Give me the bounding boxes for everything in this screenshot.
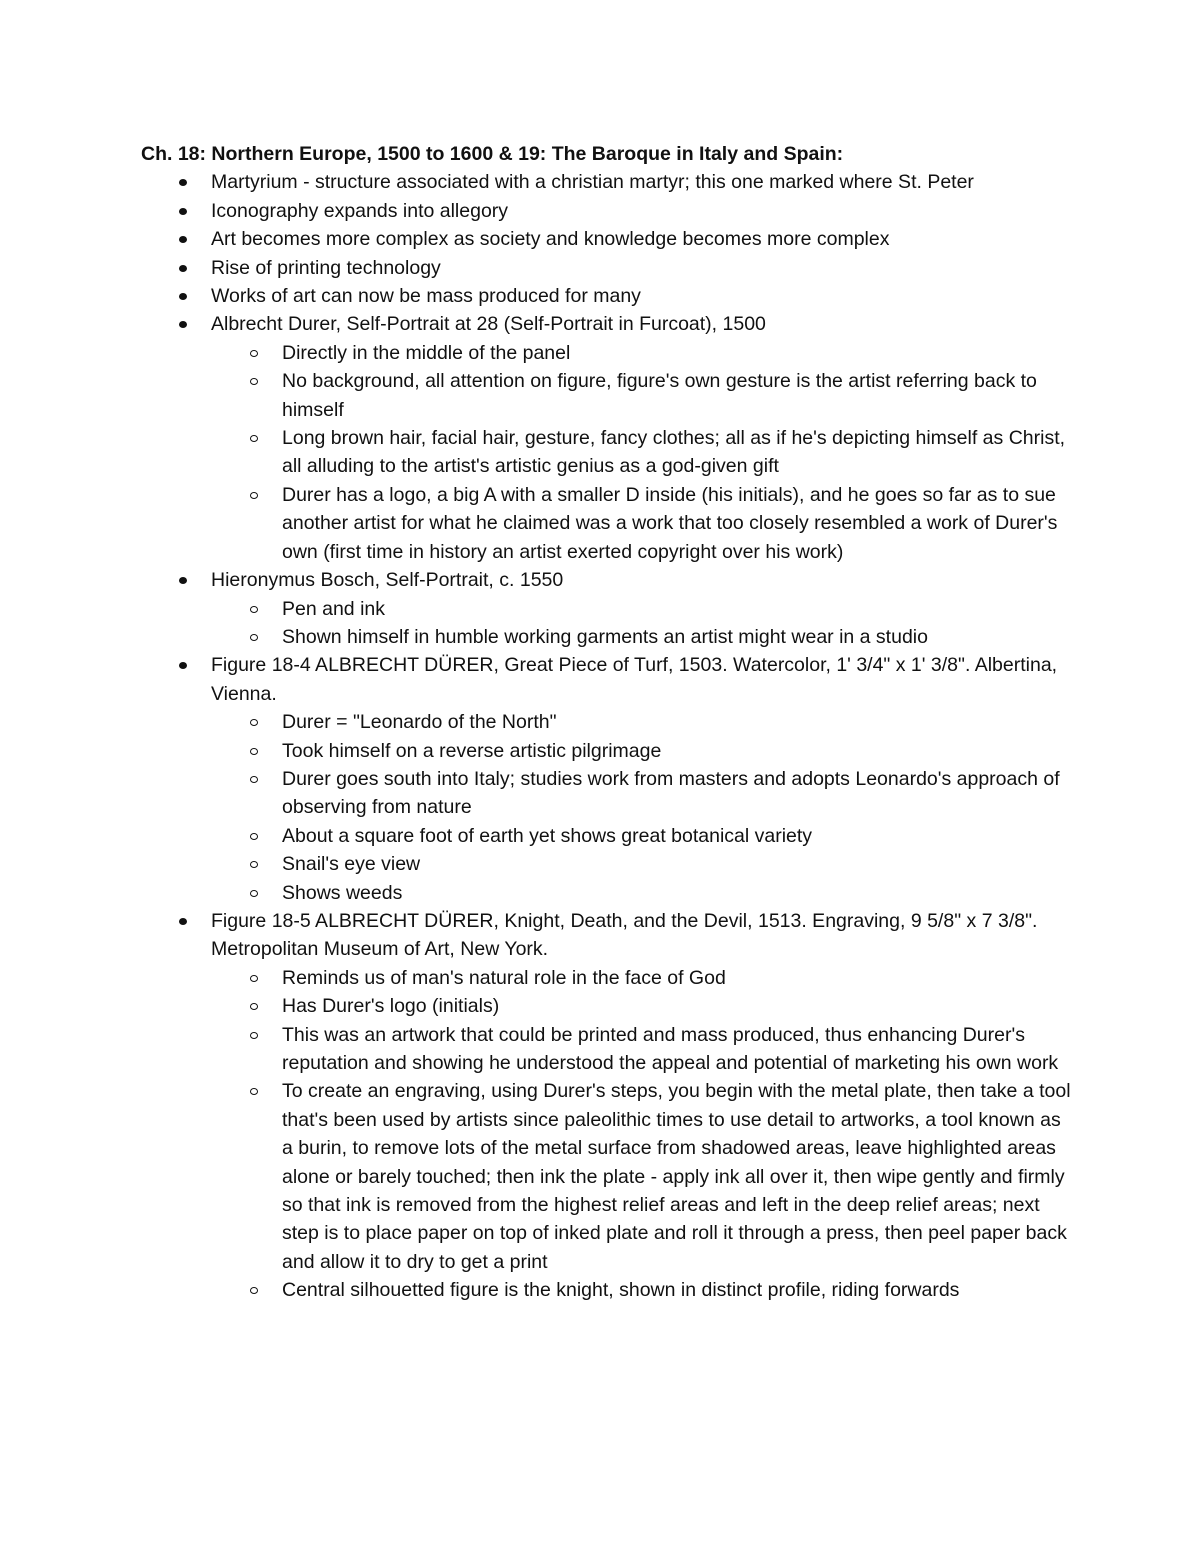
hollow-bullet-icon [250, 492, 258, 499]
sub-list-item [141, 879, 1071, 907]
bullet-icon [179, 179, 187, 186]
hollow-bullet-icon [250, 833, 258, 840]
hollow-bullet-icon [250, 776, 258, 783]
sub-list-item [141, 623, 1071, 651]
sub-list-item [141, 1021, 1071, 1078]
sub-list-item [141, 1077, 1071, 1276]
sub-list [211, 964, 1071, 1305]
hollow-bullet-icon [250, 378, 258, 385]
list-item-text: Figure 18-4 ALBRECHT DÜRER, Great Piece of Turf, 1503. Watercolor, 1' 3/4" x 1' 3/8". Albertina, Vienna. [211, 654, 1058, 705]
hollow-bullet-icon [250, 748, 258, 755]
sub-list-item-text: Took himself on a reverse artistic pilgrimage [282, 739, 662, 762]
sub-list-item [141, 1276, 1071, 1304]
sub-list-item-text: Durer goes south into Italy; studies work from masters and adopts Leonardo's approach of observing from nature [282, 767, 1060, 819]
list-item [141, 254, 1071, 282]
hollow-bullet-icon [250, 435, 258, 442]
sub-list-item [141, 822, 1071, 850]
sub-list-item [141, 737, 1071, 765]
hollow-bullet-icon [250, 350, 258, 357]
list-item-text: Albrecht Durer, Self-Portrait at 28 (Self-Portrait in Furcoat), 1500 [211, 313, 766, 336]
sub-list-item-text: Snail's eye view [282, 853, 421, 876]
document-page [141, 140, 1071, 1305]
sub-list [211, 595, 1071, 652]
list-item-text: Iconography expands into allegory [211, 199, 509, 222]
sub-list-item-text: Shows weeds [282, 881, 403, 904]
hollow-bullet-icon [250, 861, 258, 868]
sub-list-item [141, 339, 1071, 367]
hollow-bullet-icon [250, 1032, 258, 1039]
list-item-text: Art becomes more complex as society and knowledge becomes more complex [211, 228, 890, 251]
sub-list-item-text: No background, all attention on figure, figure's own gesture is the artist referring back to himself [282, 370, 1037, 421]
hollow-bullet-icon [250, 975, 258, 982]
hollow-bullet-icon [250, 606, 258, 613]
sub-list-item-text: Durer = "Leonardo of the North" [282, 711, 557, 734]
sub-list-item [141, 992, 1071, 1020]
list-item [141, 225, 1071, 253]
bullet-icon [179, 265, 187, 272]
bullet-icon [179, 577, 187, 584]
page-heading: Ch. 18: Northern Europe, 1500 to 1600 & 19: The Baroque in Italy and Spain: [141, 143, 844, 165]
sub-list-item [141, 850, 1071, 878]
sub-list-item-text: Has Durer's logo (initials) [282, 995, 500, 1018]
hollow-bullet-icon [250, 634, 258, 641]
list-item [141, 168, 1071, 196]
sub-list-item [141, 708, 1071, 736]
hollow-bullet-icon [250, 1287, 258, 1294]
sub-list-item [141, 481, 1071, 566]
hollow-bullet-icon [250, 1003, 258, 1010]
list-item [141, 907, 1071, 1305]
sub-list-item-text: Long brown hair, facial hair, gesture, fancy clothes; all as if he's depicting himself as Christ, all alluding to the artist's artistic genius as a god-given gift [282, 427, 1066, 478]
sub-list-item-text: About a square foot of earth yet shows great botanical variety [282, 824, 813, 847]
list-item-text: Rise of printing technology [211, 256, 441, 279]
sub-list-item [141, 424, 1071, 481]
sub-list-item-text: Durer has a logo, a big A with a smaller D inside (his initials), and he goes so far as to sue another artist for what he claimed was a work that too closely resembled a work of Durer's own (first time in history an artist exerted copyright over his work) [282, 483, 1058, 563]
sub-list-item [141, 595, 1071, 623]
sub-list-item-text: To create an engraving, using Durer's steps, you begin with the metal plate, then take a tool that's been used by artists since paleolithic times to use detail to artworks, a tool known as a burin, to remove lots of the metal surface from shadowed areas, leave highlighted areas alone or barely touched; then ink the plate - apply ink all over it, then wipe gently and firmly so that ink is removed from the highest relief areas and left in the deep relief areas; next step is to place paper on top of inked plate and roll it through a press, then peel paper back and allow it to dry to get a print [282, 1080, 1071, 1273]
sub-list-item [141, 964, 1071, 992]
sub-list-item-text: Directly in the middle of the panel [282, 341, 571, 364]
list-item-text: Martyrium - structure associated with a christian martyr; this one marked where St. Peter [211, 171, 974, 194]
list-item-text: Figure 18-5 ALBRECHT DÜRER, Knight, Death, and the Devil, 1513. Engraving, 9 5/8" x 7 3/8". Metropolitan Museum of Art, New York. [211, 909, 1038, 961]
hollow-bullet-icon [250, 719, 258, 726]
notes-list [141, 168, 1071, 1304]
sub-list-item-text: This was an artwork that could be printed and mass produced, thus enhancing Durer's reputation and showing he understood the appeal and potential of marketing his own work [282, 1023, 1059, 1074]
sub-list-item-text: Central silhouetted figure is the knight, shown in distinct profile, riding forwards [282, 1279, 960, 1302]
bullet-icon [179, 208, 187, 215]
list-item [141, 197, 1071, 225]
hollow-bullet-icon [250, 890, 258, 897]
list-item-text: Hieronymus Bosch, Self-Portrait, c. 1550 [211, 569, 564, 592]
sub-list-item [141, 367, 1071, 424]
hollow-bullet-icon [250, 1088, 258, 1095]
list-item [141, 566, 1071, 651]
sub-list-item [141, 765, 1071, 822]
list-item-text: Works of art can now be mass produced for many [211, 285, 641, 308]
bullet-icon [179, 321, 187, 328]
bullet-icon [179, 293, 187, 300]
sub-list [211, 708, 1071, 907]
list-item [141, 310, 1071, 566]
bullet-icon [179, 918, 187, 925]
list-item [141, 651, 1071, 907]
sub-list-item-text: Pen and ink [282, 597, 385, 620]
list-item [141, 282, 1071, 310]
sub-list [211, 339, 1071, 566]
bullet-icon [179, 236, 187, 243]
sub-list-item-text: Shown himself in humble working garments an artist might wear in a studio [282, 625, 928, 648]
sub-list-item-text: Reminds us of man's natural role in the face of God [282, 966, 726, 989]
bullet-icon [179, 662, 187, 669]
